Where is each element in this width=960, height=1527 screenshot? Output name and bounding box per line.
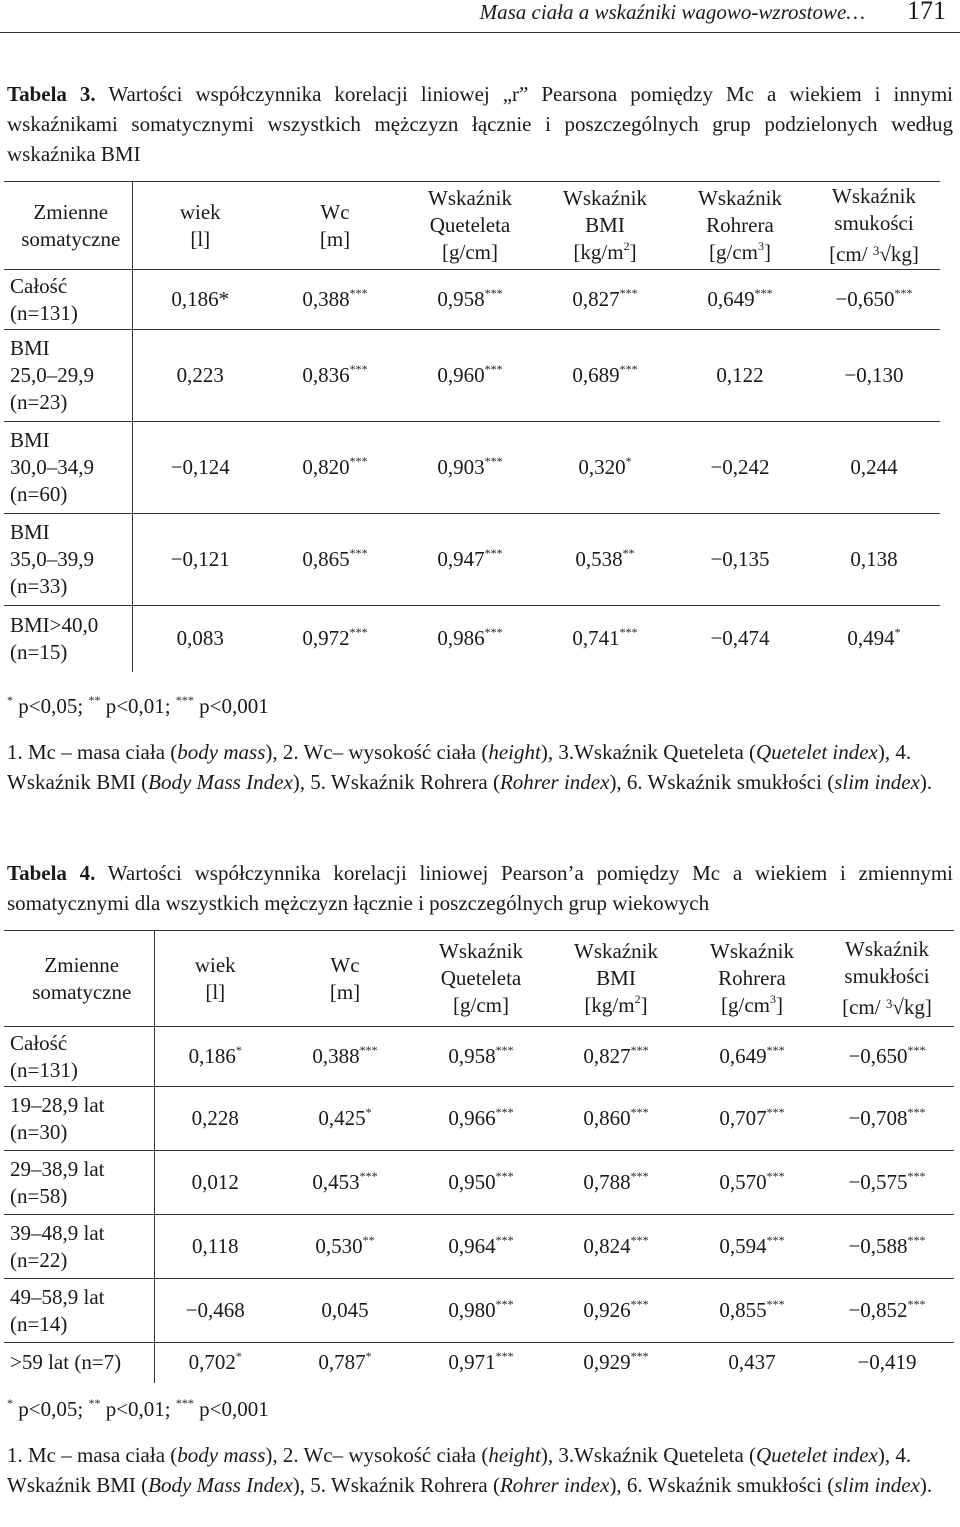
table-cell: 0,594*** [719, 1233, 785, 1258]
row-label: Całość (n=131) [4, 1027, 154, 1087]
table-cell: 0,707*** [719, 1105, 785, 1130]
table-cell: −0,588*** [848, 1233, 926, 1258]
table3-header-variables: Zmienne somatyczne [4, 182, 132, 270]
table4-header-bmi: Wskaźnik BMI $[kg/m^2]$ [548, 931, 684, 1027]
table4-header-variables: Zmienne somatyczne [4, 931, 154, 1027]
table-cell: 0,827*** [572, 286, 638, 311]
table-cell: 0,538** [575, 546, 635, 571]
row-label: BMI 30,0–34,9 (n=60) [4, 422, 132, 514]
table-cell: 0,947*** [437, 546, 503, 571]
table-cell: 0,570*** [719, 1169, 785, 1194]
table4-caption-text: Wartości współczynnika korelacji liniowej Pearson’a pomiędzy Mc a wiekiem i zmiennymi somatycznymi dla wszystkich mężczyzn łącznie i poszczególnych grup wiekowych [7, 861, 954, 915]
row-label: 49–58,9 lat (n=14) [4, 1279, 154, 1343]
table-cell: 0,788*** [583, 1169, 649, 1194]
table-cell: −0,474 [710, 626, 770, 651]
table4-header-slim: Wskaźnik smukłości [cm/ $^3$√kg] [820, 931, 954, 1027]
table-cell: −0,468 [185, 1298, 245, 1322]
table-cell: −0,242 [710, 455, 770, 479]
table-cell: 0,649*** [707, 286, 773, 311]
table3-caption [7, 79, 953, 169]
table-cell: 0,045 [321, 1298, 369, 1322]
table-row [4, 270, 940, 330]
table-cell: 0,437 [728, 1350, 776, 1375]
row-label: 29–38,9 lat (n=58) [4, 1151, 154, 1215]
table3-footnote: 1. Mc – masa ciała (body mass), 2. Wc– wysokość ciała (height), 3.Wskaźnik Queteleta (Quetelet index), 4. Wskaźnik BMI (Body Mass Index), 5. Wskaźnik Rohrera (Rohrer index), 6. Wskaźnik smukłości (slim index). [7, 740, 933, 794]
table-row [4, 514, 940, 606]
table-cell: −0,124 [170, 455, 230, 479]
table-cell: 0,787* [318, 1349, 372, 1375]
table-cell: 0,960*** [437, 362, 503, 387]
table3 [4, 181, 940, 672]
table-cell: 0,649*** [719, 1043, 785, 1068]
table-cell: −0,419 [857, 1350, 917, 1375]
row-label: 19–28,9 lat (n=30) [4, 1087, 154, 1151]
running-title: Masa ciała a wskaźniki wagowo-wzrostowe… [479, 0, 865, 24]
table-cell: 0,228 [191, 1106, 239, 1130]
table-row [4, 1027, 954, 1087]
table-cell: 0,244 [850, 455, 898, 479]
table3-caption-label: Tabela 3. [7, 82, 96, 106]
table3-header-bmi: Wskaźnik BMI $[kg/m^2]$ [538, 182, 672, 270]
table-cell: −0,130 [844, 363, 904, 387]
table-cell: 0,950*** [448, 1169, 514, 1194]
table4-caption-label: Tabela 4. [7, 861, 96, 885]
table3-header-rohrer: Wskaźnik Rohrera $[g/cm^3]$ [672, 182, 808, 270]
table-cell: 0,865*** [302, 546, 368, 571]
table-row [4, 1087, 954, 1151]
table-cell: 0,855*** [719, 1297, 785, 1322]
table-cell: 0,138 [850, 547, 898, 571]
table-cell: 0,083 [176, 626, 224, 651]
page-header [0, 0, 960, 33]
table4 [4, 930, 954, 1383]
table-cell: 0,186* [171, 287, 230, 311]
page-number: 171 [907, 0, 946, 25]
table4-caption [7, 858, 953, 918]
table-cell: 0,702* [188, 1349, 242, 1375]
row-label: BMI 35,0–39,9 (n=33) [4, 514, 132, 606]
table4-header-quetelet: Wskaźnik Queteleta [g/cm] [414, 931, 548, 1027]
table-cell: 0,425* [318, 1105, 372, 1130]
table4-header-height: Wc [m] [276, 931, 414, 1027]
table-cell: −0,852*** [848, 1297, 926, 1322]
table-row [4, 330, 940, 422]
table-cell: 0,388*** [302, 286, 368, 311]
table-cell: 0,118 [192, 1234, 239, 1258]
table3-header-height: Wc [m] [268, 182, 402, 270]
table-cell: 0,903*** [437, 454, 503, 479]
table4-footnote: 1. Mc – masa ciała (body mass), 2. Wc– wysokość ciała (height), 3.Wskaźnik Queteleta (Quetelet index), 4. Wskaźnik BMI (Body Mass Index), 5. Wskaźnik Rohrera (Rohrer index), 6. Wskaźnik smukłości (slim index). [7, 1443, 933, 1497]
table4-header-age: wiek [l] [154, 931, 276, 1027]
table-cell: 0,980*** [448, 1297, 514, 1322]
table-cell: 0,012 [191, 1170, 239, 1194]
table-cell: 0,388*** [312, 1043, 378, 1068]
row-label: BMI 25,0–29,9 (n=23) [4, 330, 132, 422]
table-cell: 0,958*** [448, 1043, 514, 1068]
table3-header-quetelet: Wskaźnik Queteleta [g/cm] [402, 182, 538, 270]
table-cell: 0,820*** [302, 454, 368, 479]
table-cell: 0,494* [847, 625, 901, 651]
table-cell: 0,972*** [302, 625, 368, 651]
table-cell: 0,122 [716, 363, 764, 387]
table-cell: −0,708*** [848, 1105, 926, 1130]
table-cell: 0,929*** [583, 1349, 649, 1375]
table-cell: 0,836*** [302, 362, 368, 387]
table-cell: 0,530** [315, 1233, 375, 1258]
table-row [4, 1343, 954, 1383]
table-cell: 0,986*** [437, 625, 503, 651]
table-cell: 0,971*** [448, 1349, 514, 1375]
table-cell: 0,689*** [572, 362, 638, 387]
table-cell: −0,121 [170, 547, 230, 571]
table3-header-age: wiek [l] [132, 182, 268, 270]
row-label: Całość (n=131) [4, 270, 132, 330]
table-row [4, 1279, 954, 1343]
row-label: >59 lat (n=7) [4, 1343, 154, 1383]
table-cell: 0,186* [188, 1043, 242, 1068]
table-cell: −0,650*** [835, 286, 913, 311]
table-cell: 0,741*** [572, 625, 638, 651]
table-cell: −0,135 [710, 547, 770, 571]
table-cell: 0,964*** [448, 1233, 514, 1258]
table-cell: 0,453*** [312, 1169, 378, 1194]
table-cell: 0,966*** [448, 1105, 514, 1130]
table-row [4, 606, 940, 672]
row-label: 39–48,9 lat (n=22) [4, 1215, 154, 1279]
table-cell: 0,860*** [583, 1105, 649, 1130]
table-cell: 0,926*** [583, 1297, 649, 1322]
table3-significance: * p<0,05; ** p<0,01; *** p<0,001 [7, 693, 269, 718]
table-cell: 0,223 [176, 363, 224, 387]
row-label: BMI>40,0 (n=15) [4, 606, 132, 672]
table-cell: 0,827*** [583, 1043, 649, 1068]
table4-significance: * p<0,05; ** p<0,01; *** p<0,001 [7, 1396, 269, 1421]
table-row [4, 1215, 954, 1279]
table4-header-rohrer: Wskaźnik Rohrera $[g/cm^3]$ [684, 931, 820, 1027]
table-cell: 0,958*** [437, 286, 503, 311]
table-cell: −0,650*** [848, 1043, 926, 1068]
table-cell: −0,575*** [848, 1169, 926, 1194]
table-cell: 0,824*** [583, 1233, 649, 1258]
table3-caption-text: Wartości współczynnika korelacji liniowej „r” Pearsona pomiędzy Mc a wiekiem i innymi wskaźnikami somatycznymi wszystkich mężczyzn łącznie i poszczególnych grup podzielonych według wskaźnika BMI [7, 82, 954, 166]
table-row [4, 422, 940, 514]
table-cell: 0,320* [578, 454, 632, 479]
table3-header-slim: Wskaźnik smukości [cm/ $^3$√kg] [808, 182, 940, 270]
table-row [4, 1151, 954, 1215]
